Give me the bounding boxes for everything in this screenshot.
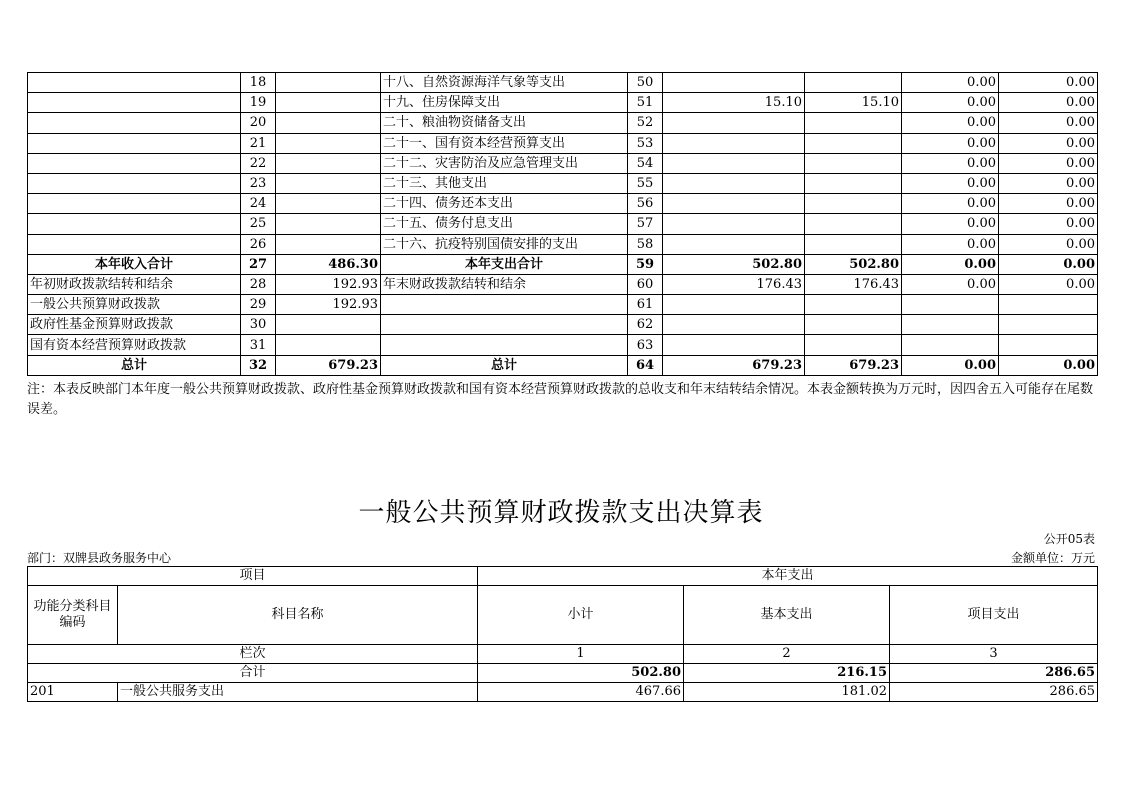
income-value (276, 315, 381, 335)
income-label: 国有资本经营预算财政拨款 (28, 335, 241, 355)
income-row-no: 25 (241, 214, 276, 234)
header-project-exp: 项目支出 (890, 586, 1098, 645)
income-row-no: 32 (241, 355, 276, 375)
income-value (276, 153, 381, 173)
expense-label: 二十四、债务还本支出 (381, 194, 628, 214)
income-label: 总计 (28, 355, 241, 375)
income-label (28, 194, 241, 214)
income-value (276, 194, 381, 214)
income-row-no: 31 (241, 335, 276, 355)
expense-row-no: 51 (628, 93, 663, 113)
income-row-no: 22 (241, 153, 276, 173)
table-row (28, 153, 1098, 173)
income-label (28, 214, 241, 234)
income-value (276, 133, 381, 153)
table-row (28, 234, 1098, 254)
row-subtotal: 467.66 (478, 683, 684, 702)
income-label: 一般公共预算财政拨款 (28, 295, 241, 315)
expense-fund: 0.00 (902, 355, 999, 375)
income-label (28, 93, 241, 113)
table-row (28, 254, 1098, 274)
table-row (28, 173, 1098, 193)
expense-label: 本年支出合计 (381, 254, 628, 274)
expense-row-no: 59 (628, 254, 663, 274)
column-no-1: 1 (478, 645, 684, 664)
income-row-no: 24 (241, 194, 276, 214)
expense-label: 二十五、债务付息支出 (381, 214, 628, 234)
expense-state-capital: 0.00 (999, 194, 1098, 214)
header-basic: 基本支出 (684, 586, 890, 645)
table-row (28, 113, 1098, 133)
table-row (28, 133, 1098, 153)
header-name: 科目名称 (118, 586, 478, 645)
expense-label: 二十二、灾害防治及应急管理支出 (381, 153, 628, 173)
expense-state-capital: 0.00 (999, 173, 1098, 193)
expense-general (805, 335, 902, 355)
expense-total (663, 214, 805, 234)
expense-row-no: 53 (628, 133, 663, 153)
income-row-no: 21 (241, 133, 276, 153)
income-row-no: 30 (241, 315, 276, 335)
expense-label: 二十三、其他支出 (381, 173, 628, 193)
fiscal-summary-table (27, 72, 1098, 376)
income-row-no: 26 (241, 234, 276, 254)
expense-row-no: 56 (628, 194, 663, 214)
expense-label (381, 315, 628, 335)
expense-fund: 0.00 (902, 214, 999, 234)
total-project-exp: 286.65 (890, 664, 1098, 683)
expense-total: 176.43 (663, 274, 805, 294)
expense-state-capital: 0.00 (999, 93, 1098, 113)
income-value: 192.93 (276, 295, 381, 315)
expense-fund: 0.00 (902, 113, 999, 133)
expense-state-capital (999, 335, 1098, 355)
expense-fund: 0.00 (902, 133, 999, 153)
income-label: 政府性基金预算财政拨款 (28, 315, 241, 335)
expense-row-no: 50 (628, 73, 663, 93)
expense-state-capital: 0.00 (999, 254, 1098, 274)
expense-total (663, 133, 805, 153)
expense-fund: 0.00 (902, 234, 999, 254)
expense-row-no: 54 (628, 153, 663, 173)
expense-row-no: 60 (628, 274, 663, 294)
header-subtotal: 小计 (478, 586, 684, 645)
income-value (276, 234, 381, 254)
expense-fund: 0.00 (902, 93, 999, 113)
expense-fund: 0.00 (902, 73, 999, 93)
expense-label: 十九、住房保障支出 (381, 93, 628, 113)
header-project: 项目 (28, 567, 478, 586)
expense-general: 176.43 (805, 274, 902, 294)
expense-row-no: 57 (628, 214, 663, 234)
expense-general (805, 113, 902, 133)
expense-label: 二十六、抗疫特别国债安排的支出 (381, 234, 628, 254)
expense-general: 502.80 (805, 254, 902, 274)
expense-label: 十八、自然资源海洋气象等支出 (381, 73, 628, 93)
form-number: 公开05表 (1043, 532, 1095, 546)
expenditure-table (27, 566, 1098, 702)
expense-state-capital: 0.00 (999, 153, 1098, 173)
expense-fund: 0.00 (902, 274, 999, 294)
column-no-2: 2 (684, 645, 890, 664)
income-label (28, 153, 241, 173)
expense-general: 15.10 (805, 93, 902, 113)
income-row-no: 23 (241, 173, 276, 193)
expense-row-no: 62 (628, 315, 663, 335)
income-value (276, 173, 381, 193)
expense-state-capital (999, 295, 1098, 315)
expense-fund (902, 315, 999, 335)
income-value: 486.30 (276, 254, 381, 274)
header-code: 功能分类科目编码 (28, 586, 118, 645)
income-label (28, 113, 241, 133)
expense-total: 502.80 (663, 254, 805, 274)
expense-state-capital: 0.00 (999, 73, 1098, 93)
expense-fund: 0.00 (902, 153, 999, 173)
header-current-year: 本年支出 (478, 567, 1098, 586)
expense-total: 679.23 (663, 355, 805, 375)
page-title: 一般公共预算财政拨款支出决算表 (358, 498, 764, 528)
column-row-label: 栏次 (28, 645, 478, 664)
income-label (28, 234, 241, 254)
expense-state-capital: 0.00 (999, 355, 1098, 375)
expense-general: 679.23 (805, 355, 902, 375)
expense-total (663, 73, 805, 93)
income-label: 本年收入合计 (28, 254, 241, 274)
expense-row-no: 58 (628, 234, 663, 254)
income-value (276, 73, 381, 93)
table-row (28, 274, 1098, 294)
expense-label (381, 295, 628, 315)
income-row-no: 18 (241, 73, 276, 93)
expense-general (805, 295, 902, 315)
table-row (28, 355, 1098, 375)
expense-row-no: 52 (628, 113, 663, 133)
expense-state-capital (999, 315, 1098, 335)
expense-state-capital: 0.00 (999, 274, 1098, 294)
table-row (28, 295, 1098, 315)
expense-fund (902, 335, 999, 355)
total-basic: 216.15 (684, 664, 890, 683)
expense-general (805, 173, 902, 193)
expense-state-capital: 0.00 (999, 214, 1098, 234)
row-name: 一般公共服务支出 (118, 683, 478, 702)
row-code: 201 (28, 683, 118, 702)
expense-general (805, 73, 902, 93)
expense-total (663, 194, 805, 214)
column-no-3: 3 (890, 645, 1098, 664)
expense-fund: 0.00 (902, 194, 999, 214)
table-row (28, 335, 1098, 355)
income-row-no: 27 (241, 254, 276, 274)
expense-row-no: 55 (628, 173, 663, 193)
income-label: 年初财政拨款结转和结余 (28, 274, 241, 294)
amount-unit-label: 金额单位：万元 (1010, 551, 1095, 565)
income-value: 679.23 (276, 355, 381, 375)
expense-state-capital: 0.00 (999, 113, 1098, 133)
expense-total (663, 113, 805, 133)
income-value (276, 214, 381, 234)
income-row-no: 29 (241, 295, 276, 315)
expense-label: 年末财政拨款结转和结余 (381, 274, 628, 294)
expense-row-no: 61 (628, 295, 663, 315)
table-row (28, 214, 1098, 234)
expense-total (663, 153, 805, 173)
expense-label (381, 335, 628, 355)
expense-total (663, 173, 805, 193)
table-row (28, 683, 1098, 702)
expense-label: 总计 (381, 355, 628, 375)
expense-state-capital: 0.00 (999, 234, 1098, 254)
expense-total (663, 315, 805, 335)
expense-fund: 0.00 (902, 254, 999, 274)
expense-row-no: 63 (628, 335, 663, 355)
row-basic: 181.02 (684, 683, 890, 702)
expense-general (805, 153, 902, 173)
table-row (28, 73, 1098, 93)
total-subtotal: 502.80 (478, 664, 684, 683)
income-label (28, 133, 241, 153)
expense-general (805, 194, 902, 214)
total-row-label: 合计 (28, 664, 478, 683)
table-row (28, 315, 1098, 335)
expense-general (805, 315, 902, 335)
income-value (276, 113, 381, 133)
income-value (276, 335, 381, 355)
expense-state-capital: 0.00 (999, 133, 1098, 153)
income-row-no: 19 (241, 93, 276, 113)
table-row (28, 93, 1098, 113)
expense-total (663, 295, 805, 315)
income-label (28, 73, 241, 93)
table-row (28, 194, 1098, 214)
row-project-exp: 286.65 (890, 683, 1098, 702)
expense-fund: 0.00 (902, 173, 999, 193)
income-value: 192.93 (276, 274, 381, 294)
income-label (28, 173, 241, 193)
table-note: 注：本表反映部门本年度一般公共预算财政拨款、政府性基金预算财政拨款和国有资本经营预算财政拨款的总收支和年末结转结余情况。本表金额转换为万元时，因四舍五入可能存在尾数误差。 (27, 382, 1094, 417)
expense-general (805, 133, 902, 153)
expense-label: 二十一、国有资本经营预算支出 (381, 133, 628, 153)
expense-total (663, 234, 805, 254)
expense-general (805, 214, 902, 234)
income-row-no: 28 (241, 274, 276, 294)
expense-total: 15.10 (663, 93, 805, 113)
expense-general (805, 234, 902, 254)
income-row-no: 20 (241, 113, 276, 133)
income-value (276, 93, 381, 113)
expense-fund (902, 295, 999, 315)
expense-label: 二十、粮油物资储备支出 (381, 113, 628, 133)
department-label: 部门：双牌县政务服务中心 (27, 551, 172, 565)
expense-row-no: 64 (628, 355, 663, 375)
expense-total (663, 335, 805, 355)
